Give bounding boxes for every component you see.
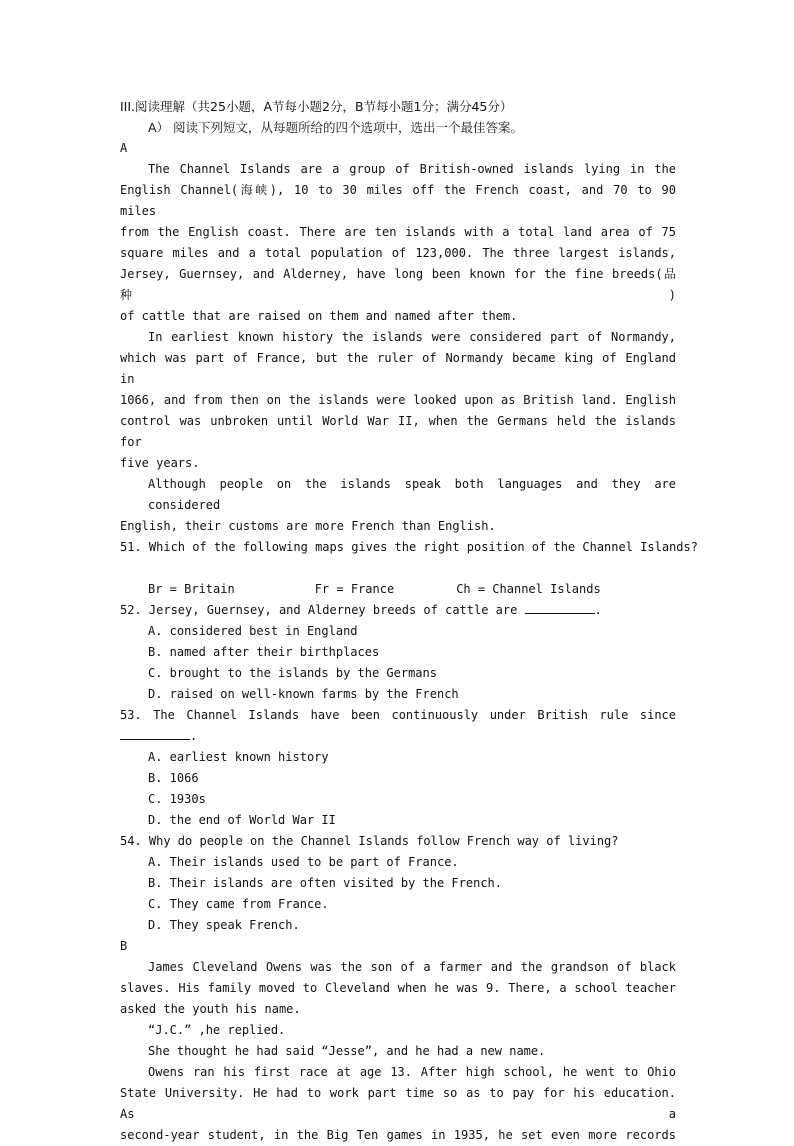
- answer-blank[interactable]: [120, 727, 190, 740]
- option-54-b[interactable]: B. Their islands are often visited by the French.: [148, 876, 503, 890]
- passage-b-label: B: [120, 939, 128, 953]
- question-53-blank-line: [120, 726, 676, 747]
- text-line: slaves. His family moved to Cleveland when he was 9. There, a school teacher: [120, 981, 676, 995]
- passage-a-paragraph-1: [120, 159, 676, 327]
- option-54-d[interactable]: D. They speak French.: [148, 918, 300, 932]
- map-placeholder: [120, 558, 676, 579]
- text-line: Jersey, Guernsey, and Alderney, have long been known for the fine breeds(品种): [120, 267, 676, 302]
- option-52-b[interactable]: B. named after their birthplaces: [148, 645, 380, 659]
- option-52-c[interactable]: C. brought to the islands by the Germans: [148, 666, 437, 680]
- passage-a-paragraph-2: [120, 327, 676, 474]
- passage-b-paragraph-1: [120, 957, 676, 1020]
- legend-france: Fr = France: [314, 582, 395, 596]
- passage-b-paragraph-3: She thought he had said “Jesse”, and he had a new name.: [148, 1044, 546, 1058]
- answer-blank[interactable]: [525, 601, 595, 614]
- option-53-b[interactable]: B. 1066: [148, 771, 199, 785]
- option-53-d[interactable]: D. the end of World War II: [148, 813, 336, 827]
- question-52-stem: [120, 600, 676, 621]
- passage-a-label: A: [120, 141, 128, 155]
- option-53-a[interactable]: A. earliest known history: [148, 750, 329, 764]
- question-51-stem: 51. Which of the following maps gives the right position of the Channel Islands?: [120, 540, 698, 554]
- question-52-period: .: [594, 603, 602, 617]
- option-53-c[interactable]: C. 1930s: [148, 792, 206, 806]
- text-line: from the English coast. There are ten islands with a total land area of 75: [120, 225, 676, 239]
- question-54-stem: 54. Why do people on the Channel Islands follow French way of living?: [120, 834, 619, 848]
- text-line: Owens ran his first race at age 13. After high school, he went to Ohio: [148, 1065, 676, 1079]
- text-line: English, their customs are more French than English.: [120, 519, 496, 533]
- map-legend: [120, 579, 676, 600]
- passage-b-paragraph-2: “J.C.” ,he replied.: [148, 1023, 286, 1037]
- text-line: Although people on the islands speak both languages and they are considered: [148, 477, 676, 512]
- section-title: III.阅读理解（共25小题，A节每小题2分，B节每小题1分；满分45分）: [120, 99, 513, 114]
- text-line: asked the youth his name.: [120, 1002, 301, 1016]
- text-line: second-year student, in the Big Ten games in 1935, he set even more records: [120, 1128, 676, 1142]
- legend-britain: Br = Britain: [148, 582, 235, 596]
- option-54-a[interactable]: A. Their islands used to be part of France.: [148, 855, 459, 869]
- text-line: In earliest known history the islands were considered part of Normandy,: [148, 330, 676, 344]
- text-line: five years.: [120, 456, 200, 470]
- exam-page: [120, 96, 698, 1146]
- text-line: James Cleveland Owens was the son of a farmer and the grandson of black: [148, 960, 676, 974]
- option-52-a[interactable]: A. considered best in England: [148, 624, 358, 638]
- option-54-c[interactable]: C. They came from France.: [148, 897, 329, 911]
- passage-a-paragraph-3: [120, 474, 676, 537]
- text-line: square miles and a total population of 123,000. The three largest islands,: [120, 246, 676, 260]
- section-instruction: A） 阅读下列短文，从每题所给的四个选项中，选出一个最佳答案。: [148, 120, 524, 135]
- legend-channel-islands: Ch = Channel Islands: [456, 582, 601, 596]
- text-line: State University. He had to work part time so as to pay for his education. As a: [120, 1086, 676, 1121]
- question-52-text: 52. Jersey, Guernsey, and Alderney breeds of cattle are: [120, 603, 518, 617]
- question-53-stem: 53. The Channel Islands have been continuously under British rule since: [120, 708, 676, 722]
- text-line: which was part of France, but the ruler of Normandy became king of England in: [120, 351, 676, 386]
- text-line: The Channel Islands are a group of British-owned islands lying in the: [148, 162, 676, 176]
- text-line: English Channel(海峡), 10 to 30 miles off the French coast, and 70 to 90 miles: [120, 183, 676, 218]
- text-line: control was unbroken until World War II, when the Germans held the islands for: [120, 414, 676, 449]
- text-line: of cattle that are raised on them and named after them.: [120, 309, 518, 323]
- option-52-d[interactable]: D. raised on well-known farms by the French: [148, 687, 459, 701]
- passage-b-paragraph-4: [120, 1062, 676, 1146]
- question-53-period: .: [190, 729, 198, 743]
- text-line: 1066, and from then on the islands were looked upon as British land. English: [120, 393, 676, 407]
